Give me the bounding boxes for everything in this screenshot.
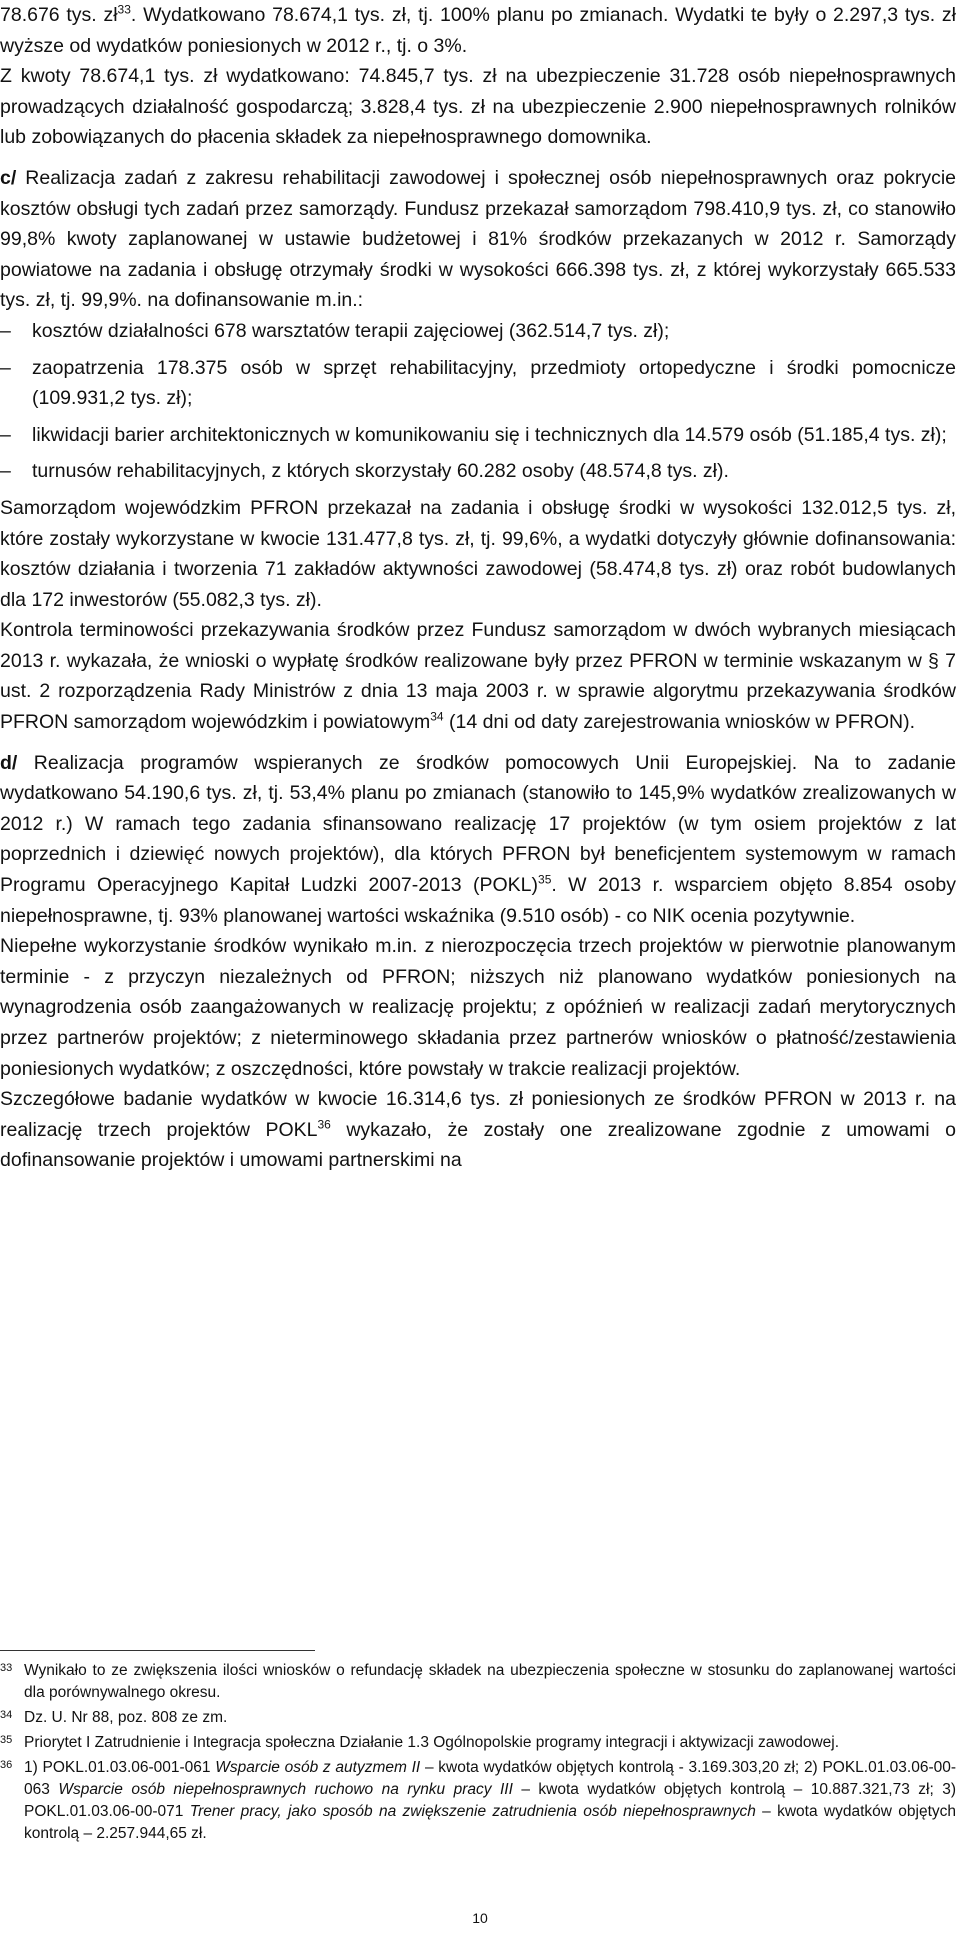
text-span: wykazało, że zostały one zrealizowane zgodnie z umowami o dofinansowanie projektów i umowami partnerskimi na xyxy=(0,1118,956,1172)
text-span: Kontrola terminowości przekazywania środków przez Fundusz samorządom w dwóch wybranych miesiącach 2013 r. wykazała, że wnioski o wypłatę środków realizowane były przez PFRON w terminie wskazanym w § 7 ust. 2 rozporządzenia Rady Ministrów z dnia 13 maja 2003 r. w sprawie algorytmu przekazywania środków PFRON samorządom wojewódzkim i powiatowym xyxy=(0,619,956,734)
page-number: 10 xyxy=(472,1910,488,1926)
footnote-text: – kwota wydatków objętych kontrolą – 2.257.944,65 zł. xyxy=(24,1803,956,1842)
text-span: Realizacja programów wspieranych ze środków pomocowych Unii Europejskiej. Na to zadanie wydatkowano 54.190,6 tys. zł, tj. 53,4% planu po zmianach (stanowiło to 145,9% wydatków zrealizowanych w 2012 r.) W ramach tego zadania sfinansowano realizację 17 projektów (w tym osiem projektów z lat poprzednich i dziewięć nowych projektów), dla których PFRON był beneficjentem systemowym w ramach Programu Operacyjnego Kapitał Ludzki 2007-2013 (POKL) xyxy=(0,751,956,897)
list-item-text: zaopatrzenia 178.375 osób w sprzęt rehabilitacyjny, przedmioty ortopedyczne i środki pomocnicze (109.931,2 tys. zł); xyxy=(32,356,956,410)
dash-bullet: – xyxy=(0,460,11,483)
text-span: 78.676 tys. zł xyxy=(0,4,118,26)
footnote-number: 33 xyxy=(0,1662,13,1674)
text-span: Realizacja zadań z zakresu rehabilitacji zawodowej i społecznej osób niepełnosprawnych oraz pokrycie kosztów obsługi tych zadań przez samorządy. Fundusz przekazał samorządom 798.410,9 tys. zł, co stanowiło 99,8% kwoty zaplanowanej w ustawie budżetowej i 81% środków przekazanych w 2012 r. Samorządy powiatowe na zadania i obsługę otrzymały środki w wysokości 666.398 tys. zł, z której wykorzystały 665.533 tys. zł, tj. 99,9%. na dofinansowanie m.in.: xyxy=(0,166,956,312)
project-title: Wsparcie osób z autyzmem II xyxy=(215,1759,421,1776)
text-span: Szczegółowe badanie wydatków w kwocie 16.314,6 tys. zł poniesionych ze środków PFRON w 2013 r. na realizację trzech projektów POKL xyxy=(0,1088,956,1141)
footnotes xyxy=(0,1660,956,1848)
project-title: Wsparcie osób niepełnosprawnych ruchowo na rynku pracy III xyxy=(58,1781,513,1798)
footnote-text: Priorytet I Zatrudnienie i Integracja społeczna Działanie 1.3 Ogólnopolskie programy integracji i aktywizacji zawodowej. xyxy=(24,1734,840,1751)
list-item-text: kosztów działalności 678 warsztatów terapii zajęciowej (362.514,7 tys. zł); xyxy=(32,319,670,342)
footnote-35 xyxy=(0,1732,956,1754)
list-item-text: likwidacji barier architektonicznych w komunikowaniu się i technicznych dla 14.579 osób (51.185,4 tys. zł); xyxy=(32,423,947,446)
paragraph-breakdown: Z kwoty 78.674,1 tys. zł wydatkowano: 74.845,7 tys. zł na ubezpieczenie 31.728 osób niepełnosprawnych prowadzących działalność gospodarczą; 3.828,4 tys. zł na ubezpieczenie 2.900 niepełnosprawnych rolników lub zobowiązanych do płacenia składek za niepełnosprawnego domownika. xyxy=(0,65,956,149)
dash-bullet: – xyxy=(0,356,11,379)
paragraph-intro xyxy=(0,0,956,61)
footnote-text: 1) POKL.01.03.06-001-061 xyxy=(24,1759,216,1776)
footnote-34 xyxy=(0,1707,956,1729)
dash-bullet: – xyxy=(0,319,11,342)
footnote-text: – kwota wydatków objętych kontrolą - 3.169.303,20 zł; 2) POKL.01.03.06-00-063 xyxy=(24,1759,957,1798)
text-span: . Wydatkowano 78.674,1 tys. zł, tj. 100% planu po zmianach. Wydatki te były o 2.297,3 tys. zł wyższe od wydatków poniesionych w 2012 r., tj. o 3%. xyxy=(0,4,956,57)
paragraph-wojewodzkie: Samorządom wojewódzkim PFRON przekazał na zadania i obsługę środki w wysokości 132.012,5 tys. zł, które zostały wykorzystane w kwocie 131.477,8 tys. zł, tj. 99,6%, a wydatki dotyczyły głównie dofinansowania: kosztów działania i tworzenia 71 zakładów aktywności zawodowej (58.474,8 tys. zł) oraz robót budowlanych dla 172 inwestorów (55.082,3 tys. zł). xyxy=(0,496,956,611)
footnote-ref-35: 35 xyxy=(538,872,552,887)
text-span: . W 2013 r. wsparciem objęto 8.854 osoby niepełnosprawne, tj. 93% planowanej wartości wskaźnika (9.510 osób) - co NIK ocenia pozytywnie. xyxy=(0,874,956,927)
footnote-separator xyxy=(0,1650,315,1651)
list-item xyxy=(0,420,956,451)
paragraph-niepelne: Niepełne wykorzystanie środków wynikało m.in. z nierozpoczęcia trzech projektów w pierwotnie planowanym terminie - z przyczyn niezależnych od PFRON; niższych niż planowano wydatków poniesionych na wynagrodzenia osób zaangażowanych w realizację projektu; z opóźnień w realizacji zadań merytorycznych przez partnerów projektów; z nieterminowego składania przez partnerów wniosków o płatność/zestawienia poniesionych wydatków; z oszczędności, które powstały w trakcie realizacji projektów. xyxy=(0,935,956,1080)
footnote-text: Wynikało to ze zwiększenia ilości wniosków o refundację składek na ubezpieczenia społeczne w stosunku do zaplanowanej wartości dla porównywalnego okresu. xyxy=(24,1662,956,1701)
footnote-ref-33: 33 xyxy=(117,2,131,17)
list-item-text: turnusów rehabilitacyjnych, z których skorzystały 60.282 osoby (48.574,8 tys. zł). xyxy=(32,460,729,483)
paragraph-d xyxy=(0,748,956,932)
footnote-36 xyxy=(0,1757,956,1845)
footnote-text: Dz. U. Nr 88, poz. 808 ze zm. xyxy=(24,1709,228,1726)
list-item xyxy=(0,353,956,414)
section-label-c: c/ xyxy=(0,166,17,189)
footnote-ref-34: 34 xyxy=(430,709,444,724)
list-item xyxy=(0,316,956,347)
footnote-ref-36: 36 xyxy=(317,1117,331,1132)
footnote-number: 34 xyxy=(0,1709,13,1721)
footnote-number: 36 xyxy=(0,1759,13,1771)
text-span: (14 dni od daty zarejestrowania wniosków w PFRON). xyxy=(443,711,915,734)
paragraph-szczegolowe xyxy=(0,1084,956,1176)
list-item xyxy=(0,456,956,487)
project-title: Trener pracy, jako sposób na zwiększenie zatrudnienia osób niepełnosprawnych xyxy=(189,1803,756,1820)
dash-bullet: – xyxy=(0,423,11,446)
footnote-text: – kwota wydatków objętych kontrolą – 10.887.321,73 zł; 3) POKL.01.03.06-00-071 xyxy=(24,1781,956,1820)
footnote-number: 35 xyxy=(0,1734,13,1746)
footnote-33 xyxy=(0,1660,956,1704)
paragraph-c xyxy=(0,163,956,316)
section-label-d: d/ xyxy=(0,751,18,774)
paragraph-kontrola xyxy=(0,615,956,737)
